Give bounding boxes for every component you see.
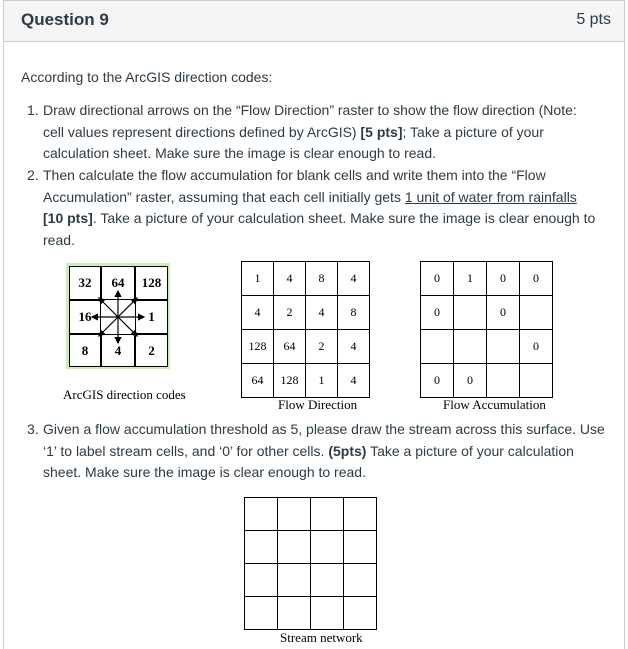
item-3-line-2c: Take a picture of your calculation <box>366 442 574 459</box>
fd-cell: 8 <box>338 296 370 330</box>
flow-direction-grid <box>241 261 370 398</box>
sn-cell <box>245 597 278 630</box>
fa-cell: 0 <box>520 262 553 296</box>
item-3-line-1: Given a flow accumulation threshold as 5, please draw the stream across this surface. Use <box>43 421 605 437</box>
fa-cell <box>520 296 553 330</box>
intro-text: According to the ArcGIS direction codes: <box>21 69 273 85</box>
dir-code-32: 32 <box>69 266 101 300</box>
sn-cell <box>344 597 377 630</box>
item-1-line-2a: cell values represent directions defined by ArcGIS) <box>43 123 361 140</box>
fa-cell <box>520 364 553 398</box>
fd-cell: 4 <box>306 296 338 330</box>
sn-cell <box>245 564 278 597</box>
fa-cell <box>454 330 487 364</box>
fd-cell: 4 <box>274 262 306 296</box>
dir-code-8: 8 <box>69 334 101 367</box>
item-3-line-3: sheet. Make sure the image is clear enough to read. <box>43 464 366 480</box>
question-title: Question 9 <box>21 10 109 29</box>
dir-code-1: 1 <box>135 300 168 334</box>
sn-cell <box>278 531 311 564</box>
fd-cell: 1 <box>306 364 338 398</box>
flow-direction-caption: Flow Direction <box>278 397 358 412</box>
fd-cell: 128 <box>242 330 274 364</box>
fd-cell: 4 <box>338 262 370 296</box>
sn-cell <box>278 597 311 630</box>
sn-cell <box>344 564 377 597</box>
item-2-line-2a: Accumulation” raster, assuming that each cell initially gets <box>43 188 405 205</box>
sn-cell <box>278 498 311 531</box>
dir-code-16: 16 <box>69 300 101 334</box>
table-row <box>421 296 553 330</box>
fa-cell <box>487 330 520 364</box>
table-row <box>245 597 377 630</box>
fd-cell: 4 <box>338 330 370 364</box>
fa-cell: 1 <box>454 262 487 296</box>
question-points: 5 pts <box>576 11 611 28</box>
fd-cell: 1 <box>242 262 274 296</box>
fa-cell: 0 <box>520 330 553 364</box>
fd-cell: 64 <box>242 364 274 398</box>
item-2-line-3 <box>43 208 608 230</box>
fa-cell: 0 <box>454 364 487 398</box>
item-2-points: [10 pts] <box>43 210 93 226</box>
sn-cell <box>245 531 278 564</box>
item-2-line-1: Then calculate the flow accumulation for blank cells and write them into the “Flow <box>43 167 546 183</box>
item-1-points: [5 pts] <box>360 123 403 140</box>
fa-cell: 0 <box>487 296 520 330</box>
item-1-text <box>43 100 608 165</box>
item-1-line-2c: ; Take a picture of your <box>402 123 544 140</box>
direction-codes-caption: ArcGIS direction codes <box>63 387 186 402</box>
table-row <box>421 262 553 296</box>
sn-cell <box>311 498 344 531</box>
table-row <box>242 364 370 398</box>
fd-cell: 4 <box>338 364 370 398</box>
sn-cell <box>311 597 344 630</box>
direction-codes-diagram <box>66 263 170 369</box>
question-header <box>4 1 624 42</box>
flow-accumulation-caption: Flow Accumulation <box>443 397 546 412</box>
fd-cell: 4 <box>242 296 274 330</box>
item-1-number: 1. <box>27 102 39 118</box>
item-2-line-4: read. <box>43 231 75 248</box>
fa-cell: 0 <box>421 364 454 398</box>
fa-cell <box>421 330 454 364</box>
fa-cell <box>454 296 487 330</box>
stream-network-caption: Stream network <box>280 630 363 645</box>
item-1-line-1: Draw directional arrows on the “Flow Direction” raster to show the flow direction (Note: <box>43 102 577 118</box>
sn-cell <box>278 564 311 597</box>
table-row <box>245 531 377 564</box>
fd-cell: 64 <box>274 330 306 364</box>
item-2-line-3b: . Take a picture of your calculation sheet. Make sure the image is clear enough to <box>92 210 596 226</box>
fd-cell: 2 <box>274 296 306 330</box>
fd-cell: 2 <box>306 330 338 364</box>
table-row <box>245 564 377 597</box>
item-1-line-3: calculation sheet. Make sure the image is clear enough to read. <box>43 145 437 161</box>
flow-accumulation-grid <box>420 261 553 398</box>
stream-network-grid <box>244 497 377 630</box>
dir-code-64: 64 <box>101 266 135 300</box>
item-3-line-2a: ‘1’ to label stream cells, and ‘0’ for other cells. <box>43 442 329 459</box>
item-3-points: (5pts) <box>328 442 367 459</box>
table-row <box>245 498 377 531</box>
table-row <box>421 364 553 398</box>
sn-cell <box>344 498 377 531</box>
item-2-rainfall-underlined: 1 unit of water from rainfalls <box>404 188 577 205</box>
item-3-line-2 <box>43 441 608 463</box>
item-2-text <box>43 165 608 251</box>
dir-code-4: 4 <box>101 334 135 367</box>
fa-cell: 0 <box>421 296 454 330</box>
item-1-line-2 <box>43 122 608 144</box>
sn-cell <box>311 531 344 564</box>
table-row <box>421 330 553 364</box>
fd-cell: 128 <box>274 364 306 398</box>
table-row <box>242 262 370 296</box>
fa-cell: 0 <box>487 262 520 296</box>
item-2-number: 2. <box>27 167 39 183</box>
sn-cell <box>311 564 344 597</box>
table-row <box>242 330 370 364</box>
dir-code-128: 128 <box>135 266 168 300</box>
fa-cell <box>487 364 520 398</box>
item-3-number: 3. <box>27 421 39 437</box>
fd-cell: 8 <box>306 262 338 296</box>
dir-code-2: 2 <box>135 334 168 367</box>
sn-cell <box>245 498 278 531</box>
direction-arrows-icon <box>66 263 170 369</box>
item-3-text <box>43 419 608 484</box>
table-row <box>242 296 370 330</box>
fa-cell: 0 <box>421 262 454 296</box>
sn-cell <box>344 531 377 564</box>
item-2-line-2 <box>43 187 608 209</box>
